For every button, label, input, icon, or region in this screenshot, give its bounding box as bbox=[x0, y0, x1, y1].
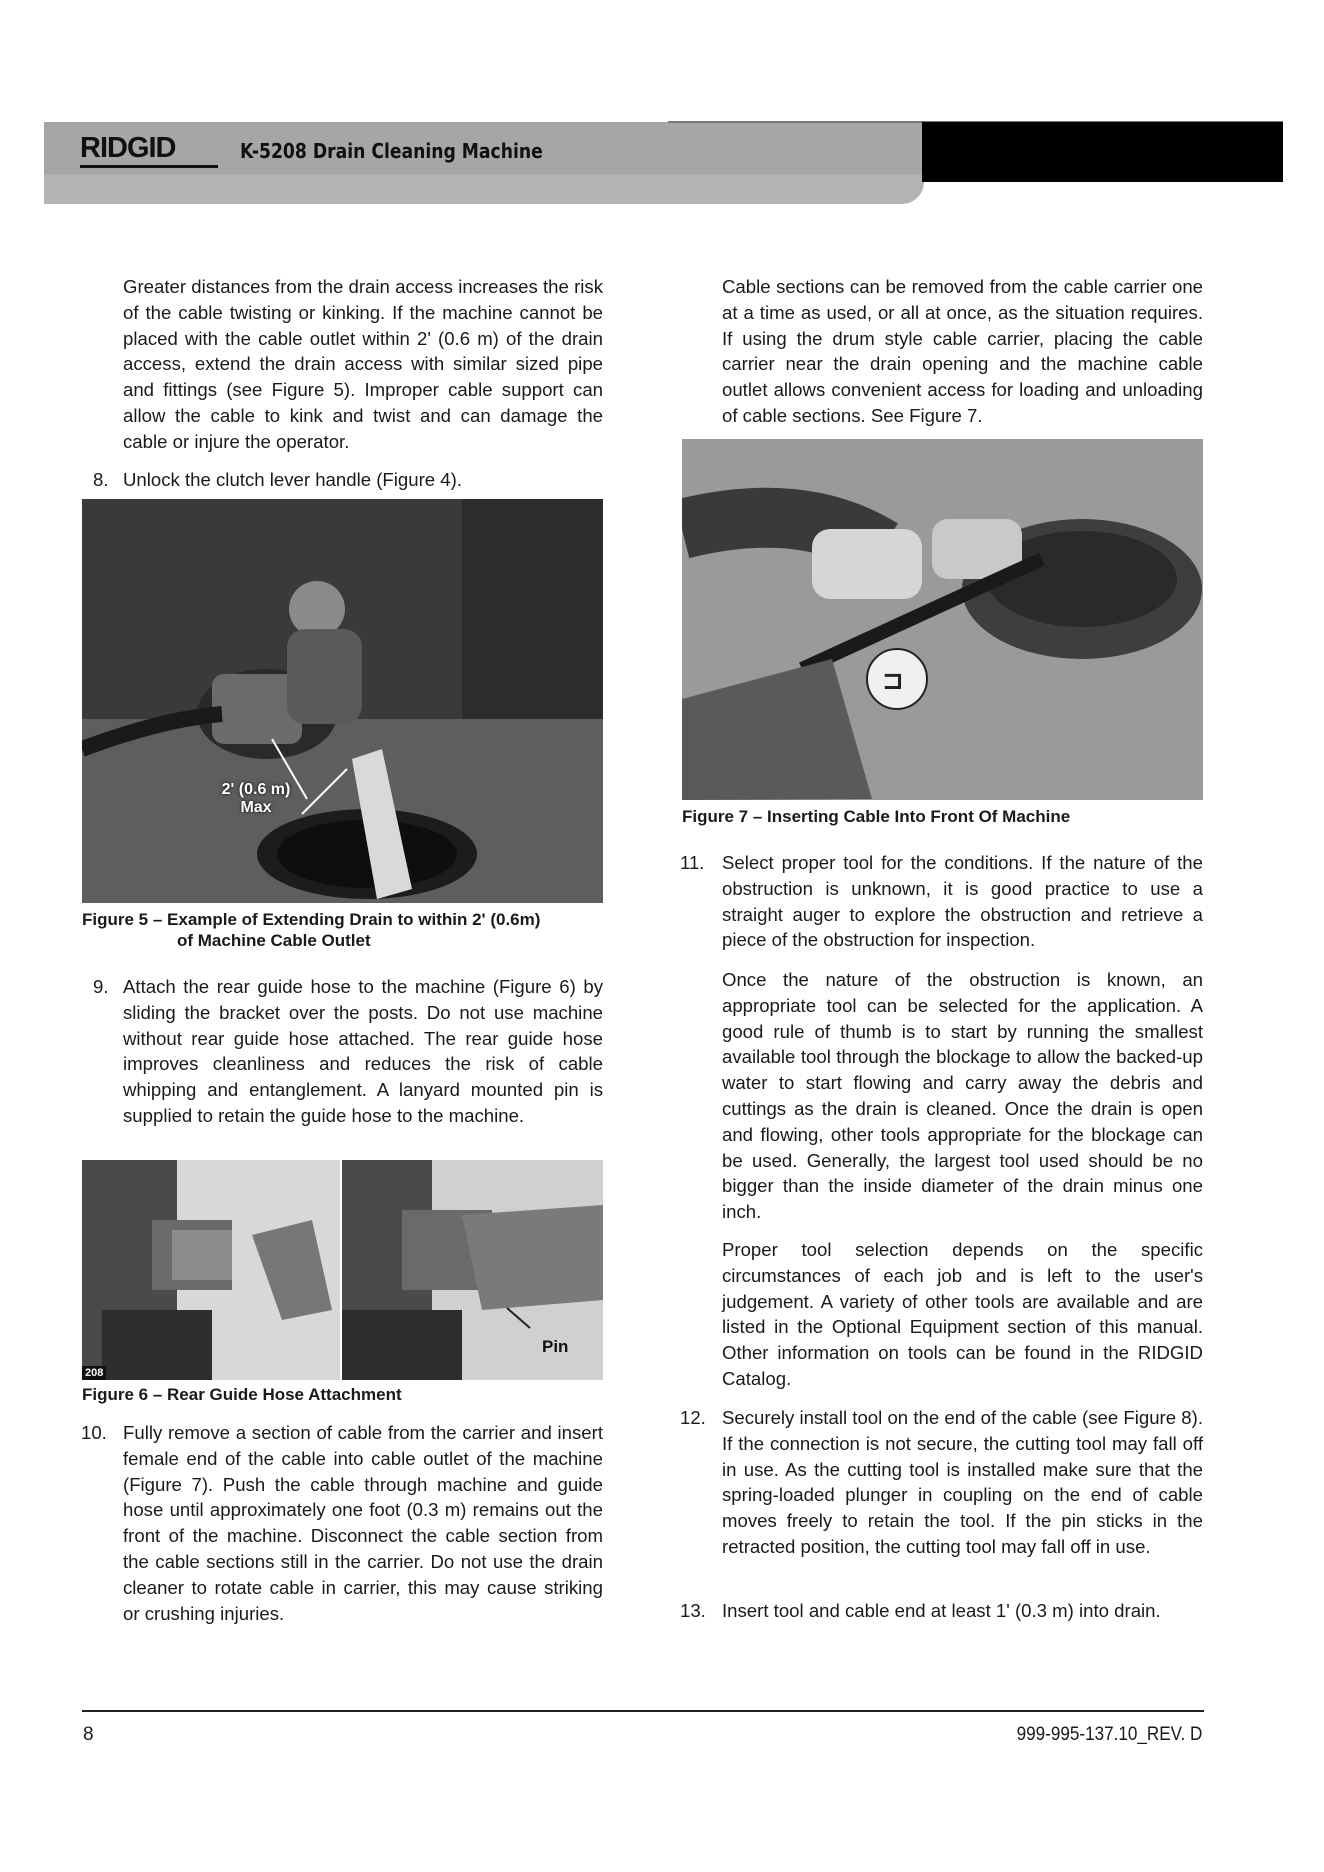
logo-underline bbox=[80, 165, 218, 168]
header-black-block bbox=[922, 122, 1283, 182]
step-number: 13. bbox=[680, 1600, 706, 1621]
figure-7-photo bbox=[682, 439, 1203, 800]
step-text: Attach the rear guide hose to the machine (Figure 6) by sliding the bracket over the posts. Do not use machine without rear guide hose attached. The rear guide hose improves cleanliness and reduces the risk of cable whipping and entanglement. A lanyard mounted pin is supplied to retain the guide hose to the machine. bbox=[123, 976, 603, 1126]
step-10 bbox=[81, 1420, 603, 1626]
step-8 bbox=[93, 467, 603, 493]
footer-rule bbox=[82, 1710, 1204, 1712]
ridgid-logo: RIDGID bbox=[80, 132, 176, 164]
step-number: 10. bbox=[81, 1422, 107, 1443]
svg-text:⊐: ⊐ bbox=[882, 666, 904, 696]
step-13 bbox=[680, 1598, 1203, 1624]
figure-5-label-distance: 2' (0.6 m) bbox=[221, 781, 291, 798]
step-number: 12. bbox=[680, 1407, 706, 1428]
page-number: 8 bbox=[83, 1724, 94, 1745]
figure-6-photo-left bbox=[82, 1160, 340, 1380]
figure-6-corner-label: 208 bbox=[82, 1366, 106, 1380]
paragraph: Proper tool selection depends on the specific circumstances of each job and is left to the user's judgement. A variety of other tools are available and are listed in the Optional Equipment section of this manual. Other information on tools can be found in the RIDGID Catalog. bbox=[722, 1239, 1203, 1389]
right-intro bbox=[722, 274, 1203, 429]
figure-5-label-max: Max bbox=[240, 799, 272, 816]
document-number: 999-995-137.10_REV. D bbox=[1016, 1724, 1202, 1745]
step-text: Securely install tool on the end of the cable (see Figure 8). If the connection is not secure, the cutting tool may fall off in use. As the cutting tool is installed make sure that the spring-loaded plunger in coupling on the end of cable moves freely to retain the tool. If the pin sticks in the retracted position, the cutting tool may fall off in use. bbox=[722, 1407, 1203, 1557]
figure-5-photo bbox=[82, 499, 603, 903]
step-text: Select proper tool for the conditions. If the nature of the obstruction is unknown, it is good practice to use a straight auger to explore the obstruction and retrieve a piece of the obstruction for inspection. bbox=[722, 852, 1203, 951]
step-number: 9. bbox=[93, 976, 109, 997]
left-intro bbox=[123, 274, 603, 455]
step-number: 11. bbox=[680, 852, 705, 873]
document-title: K-5208 Drain Cleaning Machine bbox=[240, 139, 543, 163]
step-text: Insert tool and cable end at least 1' (0.3 m) into drain. bbox=[722, 1600, 1161, 1621]
figure-5-caption: Figure 5 – Example of Extending Drain to within 2' (0.6m) of Machine Cable Outlet bbox=[82, 910, 541, 950]
step-text: Fully remove a section of cable from the carrier and insert female end of the cable into cable outlet of the machine (Figure 7). Push the cable through machine and guide hose until approximately one foot (0.3 m) remains out the front of the machine. Disconnect the cable section from the cable sections still in the carrier. Do not use the drain cleaner to rotate cable in carrier, this may cause striking or crushing injuries. bbox=[123, 1422, 603, 1624]
paragraph: Once the nature of the obstruction is known, an appropriate tool can be selected for the application. A good rule of thumb is to start by running the smallest available tool through the blockage to allow the backed-up water to start flowing and carry away the debris and cuttings as the drain is cleaned. Once the drain is open and flowing, other tools appropriate for the blockage can be used. Generally, the largest tool used should be no bigger than the inside diameter of the drain minus one inch. bbox=[722, 969, 1203, 1223]
step-number: 8. bbox=[93, 469, 109, 490]
paragraph: Cable sections can be removed from the cable carrier one at a time as used, or all at once, as the situation requires. If using the drum style cable carrier, placing the cable carrier near the drain opening and the machine cable outlet allows convenient access for loading and unloading of cable sections. See Figure 7. bbox=[722, 276, 1203, 426]
figure-6-photo-right bbox=[342, 1160, 603, 1380]
figure-7-caption: Figure 7 – Inserting Cable Into Front Of Machine bbox=[682, 807, 1071, 826]
step-9 bbox=[93, 974, 603, 1129]
step-text: Unlock the clutch lever handle (Figure 4). bbox=[123, 469, 462, 490]
right-paragraph-3 bbox=[722, 1237, 1203, 1392]
right-paragraph-2 bbox=[722, 967, 1203, 1225]
figure-6-caption: Figure 6 – Rear Guide Hose Attachment bbox=[82, 1385, 402, 1404]
step-12 bbox=[680, 1405, 1203, 1560]
figure-6-pin-label: Pin bbox=[542, 1337, 569, 1356]
step-11 bbox=[680, 850, 1203, 953]
paragraph: Greater distances from the drain access increases the risk of the cable twisting or kinking. If the machine cannot be placed with the cable outlet within 2' (0.6 m) of the drain access, extend the drain access with similar sized pipe and fittings (see Figure 5). Improper cable support can allow the cable to kink and twist and can damage the cable or injure the operator. bbox=[123, 276, 603, 452]
